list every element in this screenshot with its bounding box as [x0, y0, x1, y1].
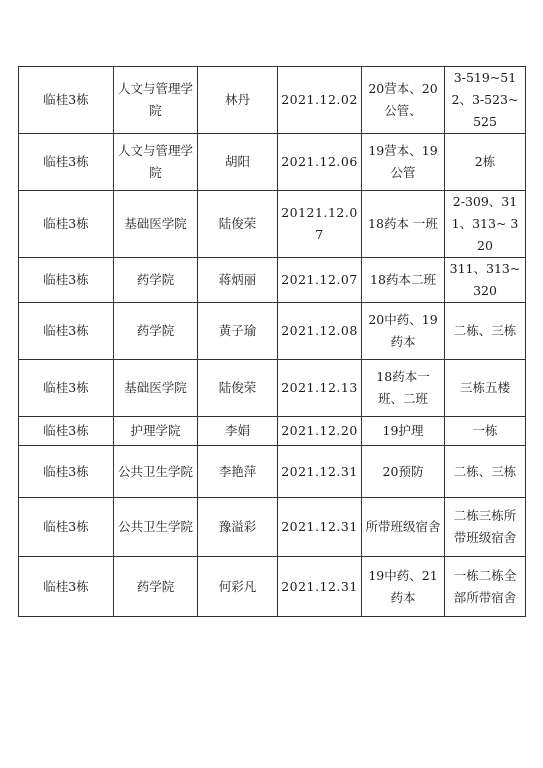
table-row [19, 303, 526, 360]
dorm-cell: 一栋 [445, 417, 526, 446]
dorm-cell: 311、313~320 [445, 258, 526, 303]
college-cell: 公共卫生学院 [114, 498, 198, 557]
college-cell: 药学院 [114, 258, 198, 303]
date-cell: 2021.12.02 [278, 67, 362, 134]
class-cell: 19护理 [362, 417, 445, 446]
building-cell: 临桂3栋 [19, 557, 114, 617]
dorm-cell: 2-309、311、313~ 320 [445, 191, 526, 258]
dorm-cell: 二栋三栋所带班级宿舍 [445, 498, 526, 557]
college-cell: 护理学院 [114, 417, 198, 446]
dorm-cell: 二栋、三栋 [445, 303, 526, 360]
building-cell: 临桂3栋 [19, 360, 114, 417]
name-cell: 李艳萍 [198, 446, 278, 498]
class-cell: 20预防 [362, 446, 445, 498]
dorm-cell: 3-519~512、3-523~525 [445, 67, 526, 134]
college-cell: 药学院 [114, 557, 198, 617]
date-cell: 2021.12.31 [278, 446, 362, 498]
name-cell: 李娟 [198, 417, 278, 446]
table-row [19, 360, 526, 417]
building-cell: 临桂3栋 [19, 191, 114, 258]
name-cell: 何彩凡 [198, 557, 278, 617]
name-cell: 蒋炳丽 [198, 258, 278, 303]
date-cell: 2021.12.13 [278, 360, 362, 417]
building-cell: 临桂3栋 [19, 417, 114, 446]
date-cell: 20121.12.07 [278, 191, 362, 258]
table-row [19, 446, 526, 498]
class-cell: 19营本、19公管 [362, 134, 445, 191]
table-row [19, 498, 526, 557]
name-cell: 陆俊荣 [198, 360, 278, 417]
table-row [19, 134, 526, 191]
building-cell: 临桂3栋 [19, 134, 114, 191]
name-cell: 陆俊荣 [198, 191, 278, 258]
class-cell: 18药本 一班 [362, 191, 445, 258]
name-cell: 林丹 [198, 67, 278, 134]
building-cell: 临桂3栋 [19, 446, 114, 498]
date-cell: 2021.12.07 [278, 258, 362, 303]
building-cell: 临桂3栋 [19, 67, 114, 134]
table-row [19, 557, 526, 617]
date-cell: 2021.12.31 [278, 498, 362, 557]
table-row [19, 67, 526, 134]
name-cell: 黄子瑜 [198, 303, 278, 360]
building-cell: 临桂3栋 [19, 303, 114, 360]
college-cell: 基础医学院 [114, 191, 198, 258]
class-cell: 所带班级宿舍 [362, 498, 445, 557]
dorm-cell: 2栋 [445, 134, 526, 191]
table-row [19, 191, 526, 258]
date-cell: 2021.12.08 [278, 303, 362, 360]
date-cell: 2021.12.20 [278, 417, 362, 446]
class-cell: 18药本一班、二班 [362, 360, 445, 417]
college-cell: 基础医学院 [114, 360, 198, 417]
college-cell: 公共卫生学院 [114, 446, 198, 498]
name-cell: 胡阳 [198, 134, 278, 191]
table-row [19, 258, 526, 303]
class-cell: 20中药、19药本 [362, 303, 445, 360]
table-row [19, 417, 526, 446]
dorm-cell: 二栋、三栋 [445, 446, 526, 498]
college-cell: 人文与管理学院 [114, 134, 198, 191]
class-cell: 20营本、20公管、 [362, 67, 445, 134]
class-cell: 18药本二班 [362, 258, 445, 303]
college-cell: 药学院 [114, 303, 198, 360]
date-cell: 2021.12.31 [278, 557, 362, 617]
inspection-table [18, 66, 526, 617]
dorm-cell: 三栋五楼 [445, 360, 526, 417]
class-cell: 19中药、21药本 [362, 557, 445, 617]
date-cell: 2021.12.06 [278, 134, 362, 191]
college-cell: 人文与管理学院 [114, 67, 198, 134]
building-cell: 临桂3栋 [19, 258, 114, 303]
dorm-cell: 一栋二栋全部所带宿舍 [445, 557, 526, 617]
building-cell: 临桂3栋 [19, 498, 114, 557]
name-cell: 豫溢彩 [198, 498, 278, 557]
